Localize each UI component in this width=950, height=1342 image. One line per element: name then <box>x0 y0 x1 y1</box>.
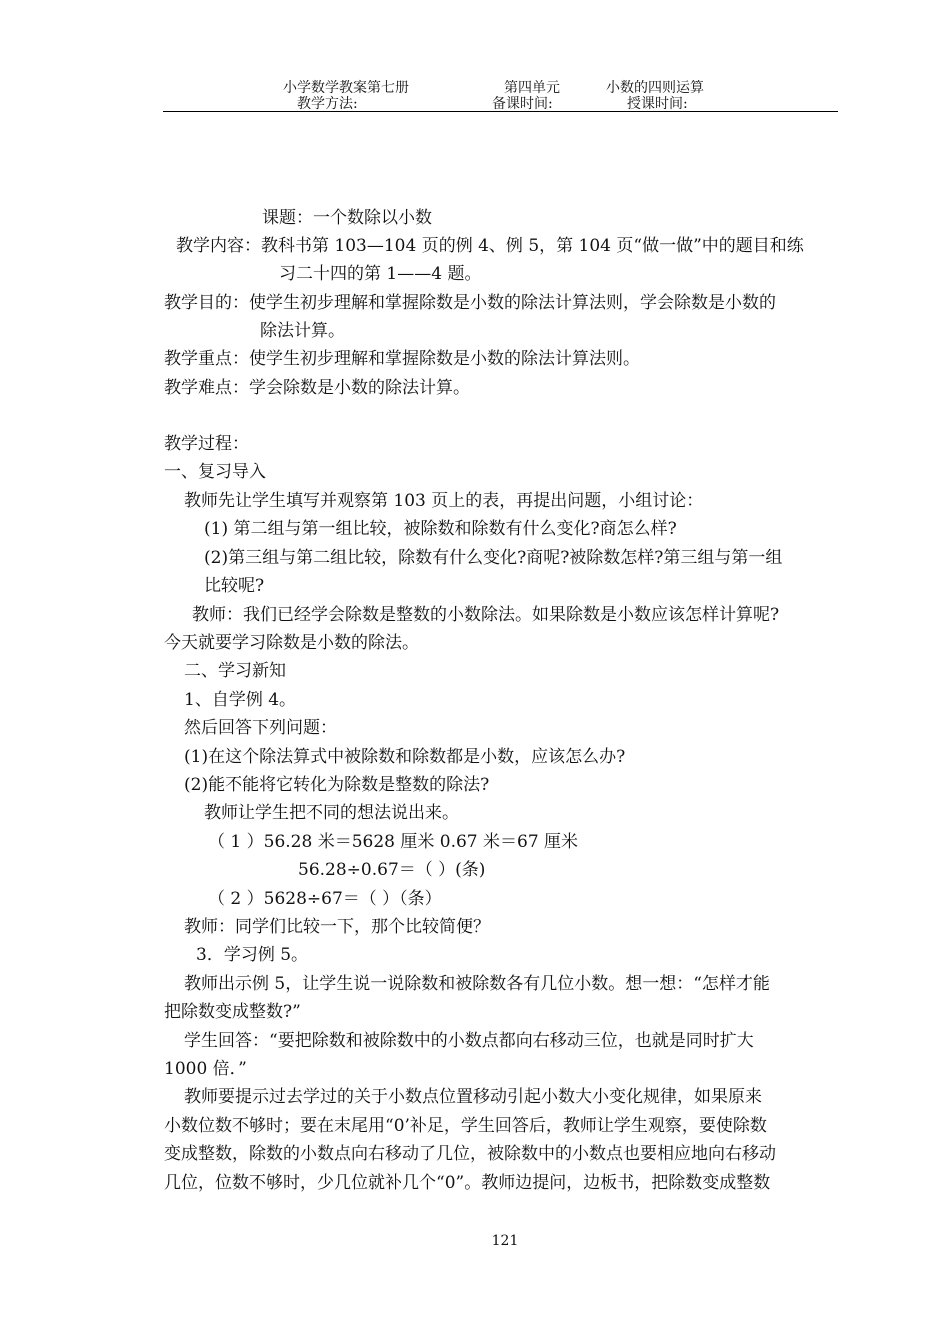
section-new: 二、学习新知 <box>184 661 286 681</box>
header-method: 教学方法: <box>297 96 358 112</box>
hint-line-2: 小数位数不够时；要在末尾用“0’补足，学生回答后，教师让学生观察，要使除数 <box>164 1116 767 1136</box>
difficult-point: 教学难点：学会除数是小数的除法计算。 <box>164 378 470 398</box>
sub-question-2: (2)能不能将它转化为除数是整数的除法? <box>184 775 490 795</box>
teacher-line-1: 教师：我们已经学会除数是整数的小数除法。如果除数是小数应该怎样计算呢? <box>192 605 780 625</box>
section-review: 一、复习导入 <box>164 462 266 482</box>
hint-line-3: 变成整数，除数的小数点向右移动了几位，被除数中的小数点也要相应地向右移动 <box>164 1144 776 1164</box>
header-book: 小学数学教案第七册 <box>283 80 409 96</box>
student-answer-2: 1000 倍．” <box>164 1059 247 1079</box>
lesson-title: 课题：一个数除以小数 <box>262 208 432 228</box>
method-1-line-2: 56.28÷0.67＝（ ）(条) <box>298 860 486 880</box>
student-answer-1: 学生回答：“要把除数和被除数中的小数点都向右移动三位，也就是同时扩大 <box>184 1031 754 1051</box>
method-1-line-1: （ 1 ）56.28 米＝5628 厘米 0.67 米＝67 厘米 <box>208 832 579 852</box>
header-rule <box>163 111 838 112</box>
sub-question-1: (1)在这个除法算式中被除数和除数都是小数，应该怎么办? <box>184 747 626 767</box>
teacher-question: 教师：同学们比较一下，那个比较简便？ <box>184 917 490 937</box>
teacher-line-2: 今天就要学习除数是小数的除法。 <box>164 633 419 653</box>
goal-line-2: 除法计算。 <box>260 321 345 341</box>
question-2-cont: 比较呢? <box>204 576 265 596</box>
header-topic: 小数的四则运算 <box>606 80 704 96</box>
method-2: （ 2 ）5628÷67＝（ ）（条） <box>208 889 442 909</box>
content-line-2: 习二十四的第 1——4 题。 <box>279 264 482 284</box>
para-line: 然后回答下列问题： <box>184 718 337 738</box>
para-line: 教师先让学生填写并观察第 103 页上的表，再提出问题，小组讨论： <box>184 491 704 511</box>
step-1: 1、自学例 4。 <box>184 690 297 710</box>
process-heading: 教学过程： <box>164 434 249 454</box>
header-prep-time: 备课时间: <box>492 96 553 112</box>
header-unit: 第四单元 <box>504 80 560 96</box>
example5-line-2: 把除数变成整数?” <box>164 1002 301 1022</box>
example5-line-1: 教师出示例 5，让学生说一说除数和被除数各有几位小数。想一想：“怎样才能 <box>184 974 770 994</box>
step-3: 3．学习例 5。 <box>196 945 309 965</box>
hint-line-1: 教师要提示过去学过的关于小数点位置移动引起小数大小变化规律，如果原来 <box>184 1087 762 1107</box>
goal-line-1: 教学目的：使学生初步理解和掌握除数是小数的除法计算法则，学会除数是小数的 <box>164 293 776 313</box>
page-number: 121 <box>491 1233 519 1249</box>
question-2: (2)第三组与第二组比较，除数有什么变化?商呢?被除数怎样?第三组与第一组 <box>204 548 783 568</box>
hint-line-4: 几位，位数不够时，少几位就补几个“0”。教师边提问，边板书，把除数变成整数 <box>164 1173 771 1193</box>
content-line-1: 教学内容：教科书第 103—104 页的例 4、例 5，第 104 页“做一做”中的题目和练 <box>176 236 804 256</box>
key-point: 教学重点：使学生初步理解和掌握除数是小数的除法计算法则。 <box>164 349 640 369</box>
question-1: (1) 第二组与第一组比较，被除数和除数有什么变化?商怎么样? <box>204 519 677 539</box>
header-teach-time: 授课时间: <box>627 96 688 112</box>
para-line: 教师让学生把不同的想法说出来。 <box>204 803 459 823</box>
